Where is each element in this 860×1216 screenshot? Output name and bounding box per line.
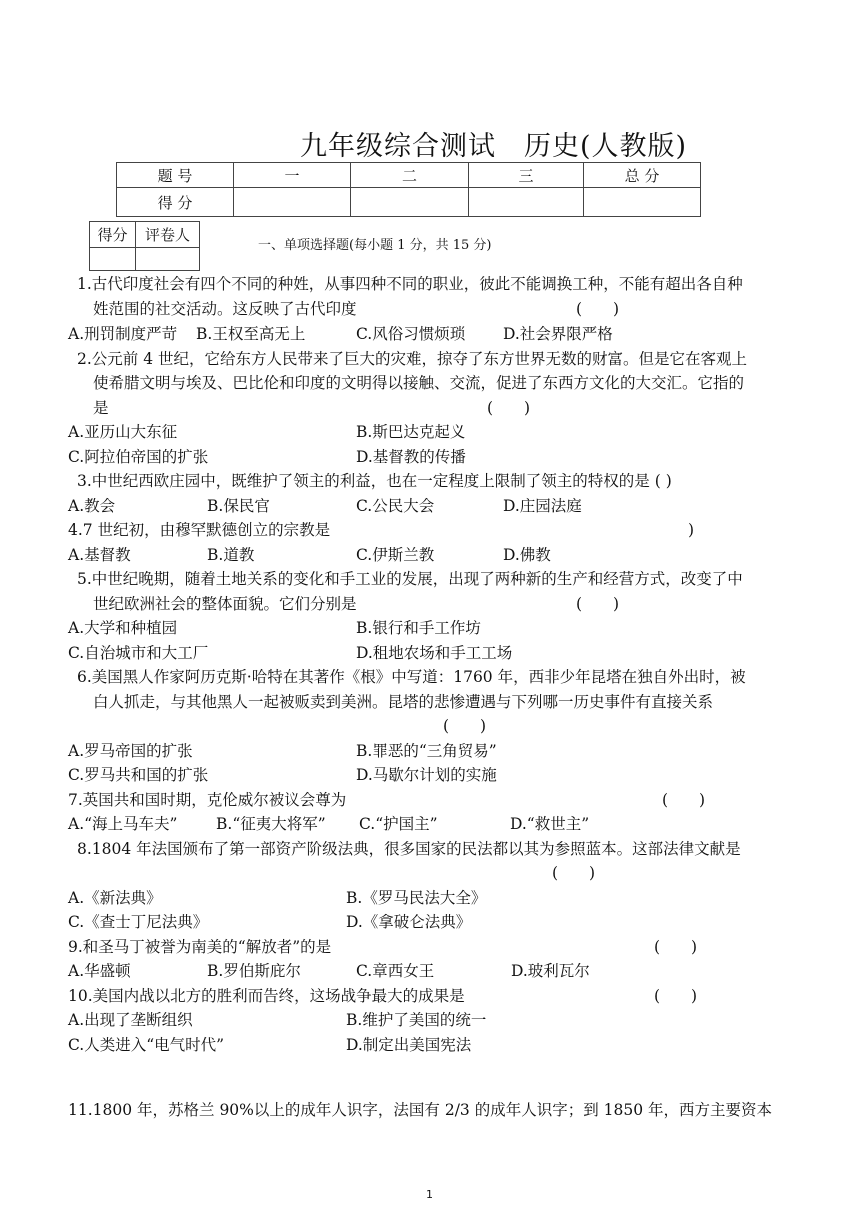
answer-blank[interactable]: ) [688,521,695,539]
option: B.“征夷大将军” [216,815,326,833]
option: A.“海上马车夫” [68,815,178,833]
grader-score-cell[interactable] [90,248,136,271]
question-text: 世纪欧洲社会的整体面貌。它们分别是 [93,595,357,613]
option: D.“救世主” [510,815,590,833]
score-cell-total[interactable] [584,188,701,217]
option: D.玻利瓦尔 [511,962,590,980]
option: B.道教 [207,546,255,564]
question-text: 8.1804 年法国颁布了第一部资产阶级法典，很多国家的民法都以其为参照蓝本。这部法律文献是 [77,840,741,858]
answer-blank[interactable]: ( ) [654,938,698,956]
option: A.亚历山大东征 [68,423,178,441]
option: B.银行和手工作坊 [356,619,481,637]
option: B.《罗马民法大全》 [346,889,487,907]
option: D.《拿破仑法典》 [346,913,472,931]
grader-score-label: 得分 [90,222,136,248]
option: C.风俗习惯烦琐 [356,325,466,343]
option: C.自治城市和大工厂 [68,644,209,662]
option: D.租地农场和手工工场 [356,644,513,662]
score-cell-1[interactable] [234,188,351,217]
score-header-label: 题 号 [117,163,234,188]
option: A.大学和种植园 [68,619,178,637]
question-text: 白人抓走，与其他黑人一起被贩卖到美洲。昆塔的悲惨遭遇与下列哪一历史事件有直接关系 [93,693,714,711]
question-text: 姓范围的社交活动。这反映了古代印度 [93,300,357,318]
score-header-2: 二 [351,163,469,188]
option: D.基督教的传播 [356,448,466,466]
page-number: 1 [426,1188,433,1201]
option: A.教会 [68,497,116,515]
answer-blank[interactable]: ( ) [552,864,596,882]
option: D.庄园法庭 [503,497,582,515]
option: C.阿拉伯帝国的扩张 [68,448,209,466]
answer-blank[interactable]: ( ) [654,987,698,1005]
question-text: 10.美国内战以北方的胜利而告终，这场战争最大的成果是 [68,987,465,1005]
option: C.公民大会 [356,497,435,515]
option: C.罗马共和国的扩张 [68,766,209,784]
question-text: 4.7 世纪初，由穆罕默德创立的宗教是 [68,521,331,539]
question-text: 6.美国黑人作家阿历克斯·哈特在其著作《根》中写道：1760 年，西非少年昆塔在独自外出时，被 [77,668,746,686]
score-row-label: 得 分 [117,188,234,217]
answer-blank[interactable]: ( ) [576,595,620,613]
option: B.罗伯斯庇尔 [207,962,301,980]
score-header-1: 一 [234,163,351,188]
option: A.《新法典》 [68,889,162,907]
option: B.维护了美国的统一 [346,1011,487,1029]
question-text: 1.古代印度社会有四个不同的种姓，从事四种不同的职业，彼此不能调换工种，不能有超出各自种 [77,275,743,293]
answer-blank[interactable]: ( ) [662,791,706,809]
question-text: 2.公元前 4 世纪，它给东方人民带来了巨大的灾难，掠夺了东方世界无数的财富。但是它在客观上 [77,350,748,368]
question-text: 是 [93,399,109,417]
score-header-3: 三 [469,163,584,188]
option: B.斯巴达克起义 [356,423,466,441]
option: A.刑罚制度严苛 [68,325,178,343]
option: B.罪恶的“三角贸易” [356,742,497,760]
option: D.制定出美国宪法 [346,1036,472,1054]
grader-box [89,221,200,271]
score-table [116,162,701,217]
option: C.《查士丁尼法典》 [68,913,209,931]
option: A.基督教 [68,546,131,564]
question-text: 7.英国共和国时期，克伦威尔被议会尊为 [68,791,347,809]
option: B.保民官 [207,497,270,515]
score-cell-2[interactable] [351,188,469,217]
question-text: 3.中世纪西欧庄园中，既维护了领主的利益，也在一定程度上限制了领主的特权的是 ( ) [77,472,672,490]
answer-blank[interactable]: ( ) [443,717,487,735]
score-header-total: 总 分 [584,163,701,188]
option: A.出现了垄断组织 [68,1011,193,1029]
option: C.伊斯兰教 [356,546,435,564]
option: C.章西女王 [356,962,435,980]
option: C.人类进入“电气时代” [68,1036,225,1054]
grader-name-label: 评卷人 [136,222,200,248]
question-text: 5.中世纪晚期，随着土地关系的变化和手工业的发展，出现了两种新的生产和经营方式，改变了中 [77,570,743,588]
question-text: 9.和圣马丁被誉为南美的“解放者”的是 [68,938,332,956]
score-cell-3[interactable] [469,188,584,217]
option: A.罗马帝国的扩张 [68,742,193,760]
answer-blank[interactable]: ( ) [576,300,620,318]
question-text: 11.1800 年，苏格兰 90%以上的成年人识字，法国有 2/3 的成年人识字；到 1850 年，西方主要资本 [68,1101,773,1119]
option: C.“护国主” [359,815,438,833]
section-title: 一、单项选择题(每小题 1 分，共 15 分) [258,238,492,253]
option: D.马歇尔计划的实施 [356,766,497,784]
option: B.王权至高无上 [196,325,306,343]
option: D.佛教 [503,546,551,564]
option: A.华盛顿 [68,962,131,980]
option: D.社会界限严格 [503,325,613,343]
exam-title: 九年级综合测试 历史(人教版) [300,131,688,162]
answer-blank[interactable]: ( ) [487,399,531,417]
grader-name-cell[interactable] [136,248,200,271]
question-text: 使希腊文明与埃及、巴比伦和印度的文明得以接触、交流，促进了东西方文化的大交汇。它指的 [93,374,745,392]
